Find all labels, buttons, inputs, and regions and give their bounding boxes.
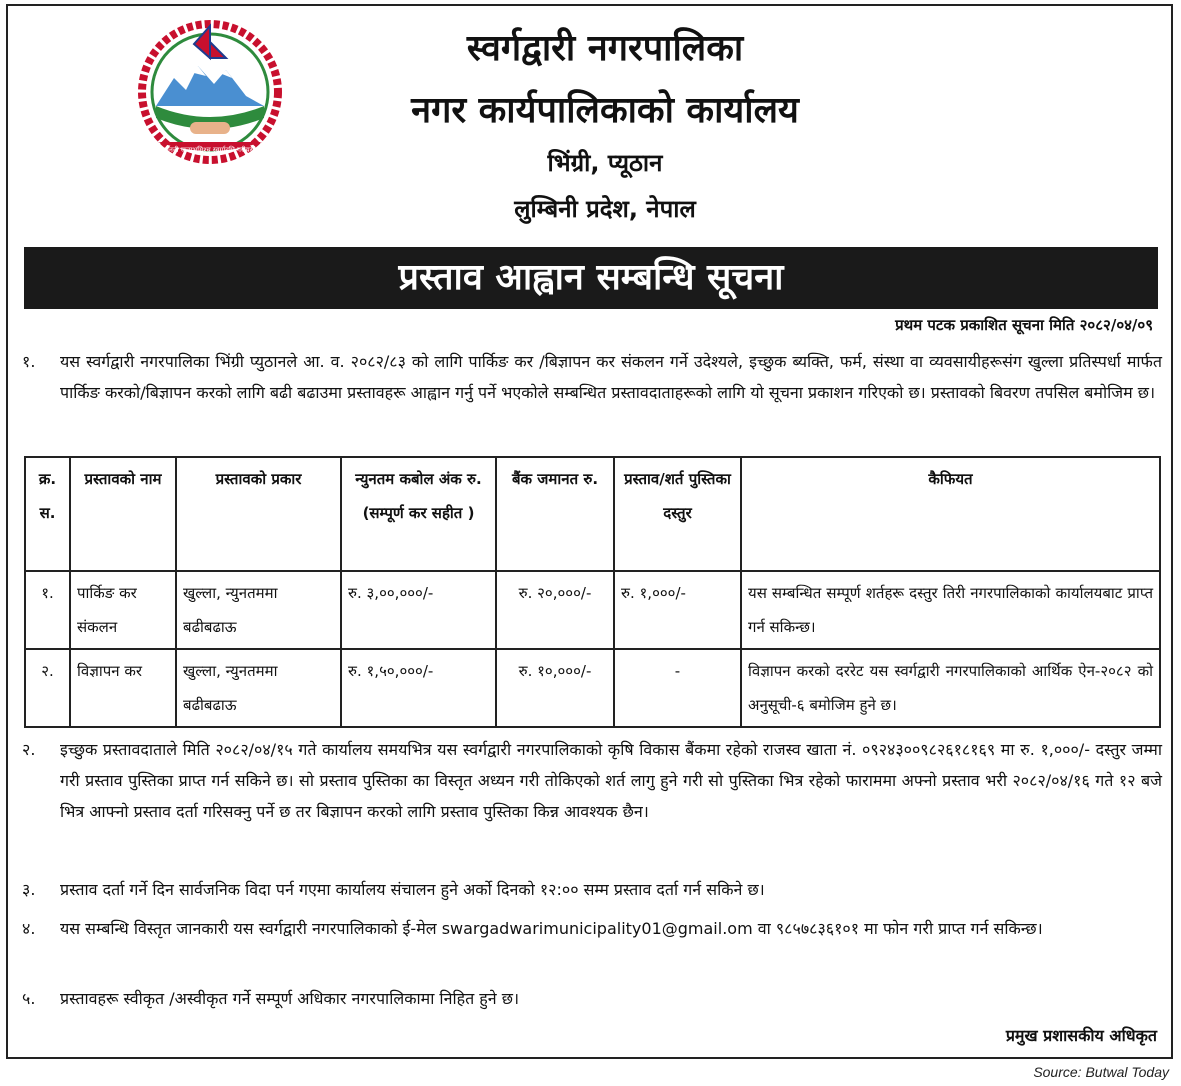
- table-cell: रु. १,५०,०००/-: [341, 649, 496, 727]
- notice-title-banner: प्रस्ताव आह्वान सम्बन्धि सूचना: [24, 247, 1158, 309]
- table-header-cell: प्रस्ताव/शर्त पुस्तिका दस्तुर: [614, 457, 741, 571]
- table-header-row: [25, 457, 1160, 571]
- signatory-title: प्रमुख प्रशासकीय अधिकृत: [1005, 1026, 1157, 1045]
- table-cell: २.: [25, 649, 70, 727]
- table-cell: रु. २०,०००/-: [496, 571, 614, 649]
- table-cell: रु. १०,०००/-: [496, 649, 614, 727]
- paragraph-number: ५.: [22, 989, 36, 1008]
- paragraph-text: इच्छुक प्रस्तावदाताले मिति २०८२/०४/१५ गते कार्यालय समयभित्र यस स्वर्गद्वारी नगरपालिकाको कृषि विकास बैंकमा रहेको राजस्व खाता नं. ०९२४३००९८२६१८१६९ मा रु. १,०००/- दस्तुर जम्मा गरी प्रस्ताव पुस्तिका प्राप्त गर्न सकिने छ। सो प्रस्ताव पुस्तिका का विस्तृत अध्यन गरी तोकिएको शर्त लागु हुने गरी सो पुस्तिका भित्र रहेको फाराममा अफ्नो प्रस्ताव भरी २०८२/०४/१६ गते १२ बजे भित्र आफ्नो प्रस्ताव दर्ता गरिसक्नु पर्ने छ तर बिज्ञापन करको लागि प्रस्ताव पुस्तिका किन्न आवश्यक छैन।: [60, 740, 1162, 821]
- table-row: [25, 571, 1160, 649]
- nepal-emblem-icon: [134, 18, 286, 164]
- table-cell: रु. १,०००/-: [614, 571, 741, 649]
- table-cell: पार्किङ कर संकलन: [70, 571, 176, 649]
- table-cell: रु. ३,००,०००/-: [341, 571, 496, 649]
- table-cell: यस सम्बन्धित सम्पूर्ण शर्तहरू दस्तुर तिरी नगरपालिकाको कार्यालयबाट प्राप्त गर्न सकिन्छ।: [741, 571, 1160, 649]
- paragraph-4: [22, 913, 1162, 944]
- table-header-cell: कैफियत: [741, 457, 1160, 571]
- publication-date: प्रथम पटक प्रकाशित सूचना मिति २०८२/०४/०९: [895, 316, 1153, 334]
- paragraph-number: ४.: [22, 919, 36, 938]
- header-municipality-name: स्वर्गद्वारी नगरपालिका: [466, 28, 744, 69]
- emblem-motto: जननी जन्मभूमिश्च स्वर्गादपि गरीयसी: [163, 146, 257, 154]
- paragraph-text: यस स्वर्गद्वारी नगरपालिका भिंग्री प्युठानले आ. व. २०८२/८३ को लागि पार्किङ कर /बिज्ञापन कर संकलन गर्ने उदेश्यले, इच्छुक ब्यक्ति, फर्म, संस्था वा व्यवसायीहरूसंग खुल्ला प्रतिस्पर्धा मार्फत पार्किङ करको/बिज्ञापन करको लागि बढी बढाउमा प्रस्तावहरू आह्वान गर्नु पर्ने भएकोले सम्बन्धित प्रस्तावदाताहरूको लागि यो सूचना प्रकाशन गरिएको छ। प्रस्तावको बिवरण तपसिल बमोजिम छ।: [60, 352, 1162, 402]
- header-province: लुम्बिनी प्रदेश, नेपाल: [514, 195, 696, 223]
- table-header-cell: न्युनतम कबोल अंक रु. (सम्पूर्ण कर सहीत ): [341, 457, 496, 571]
- table-header-cell: क्र. स.: [25, 457, 70, 571]
- paragraph-text: प्रस्तावहरू स्वीकृत /अस्वीकृत गर्ने सम्पूर्ण अधिकार नगरपालिकामा निहित हुने छ।: [60, 989, 520, 1008]
- table-header-cell: बैंक जमानत रु.: [496, 457, 614, 571]
- proposal-table: [24, 456, 1161, 728]
- paragraph-text: प्रस्ताव दर्ता गर्ने दिन सार्वजनिक विदा पर्न गएमा कार्यालय संचालन हुने अर्को दिनको १२:०० सम्म प्रस्ताव दर्ता गर्न सकिने छ।: [60, 880, 765, 899]
- table-header-cell: प्रस्तावको प्रकार: [176, 457, 341, 571]
- paragraph-5: [22, 983, 1162, 1014]
- table-header-cell: प्रस्तावको नाम: [70, 457, 176, 571]
- paragraph-number: ३.: [22, 880, 36, 899]
- table-row: [25, 649, 1160, 727]
- table-cell: -: [614, 649, 741, 727]
- table-cell: १.: [25, 571, 70, 649]
- paragraph-number: २.: [22, 740, 36, 759]
- paragraph-number: १.: [22, 352, 36, 371]
- table-cell: विज्ञापन करको दररेट यस स्वर्गद्वारी नगरपालिकाको आर्थिक ऐन-२०८२ को अनुसूची-६ बमोजिम हुने छ।: [741, 649, 1160, 727]
- paragraph-3: [22, 874, 1162, 905]
- paragraph-text: यस सम्बन्धि विस्तृत जानकारी यस स्वर्गद्वारी नगरपालिकाको ई-मेल swargadwarimunicipality01@gmail.om वा ९८५७८३६१०१ मा फोन गरी प्राप्त गर्न सकिन्छ।: [60, 919, 1043, 938]
- paragraph-2: [22, 734, 1162, 827]
- header-location: भिंग्री, प्यूठान: [547, 149, 663, 177]
- header-office-name: नगर कार्यपालिकाको कार्यालय: [411, 90, 799, 131]
- table-cell: विज्ञापन कर: [70, 649, 176, 727]
- table-cell: खुल्ला, न्युनतममा बढीबढाऊ: [176, 649, 341, 727]
- table-cell: खुल्ला, न्युनतममा बढीबढाऊ: [176, 571, 341, 649]
- paragraph-1: [22, 346, 1162, 408]
- source-credit: Source: Butwal Today: [1033, 1064, 1169, 1080]
